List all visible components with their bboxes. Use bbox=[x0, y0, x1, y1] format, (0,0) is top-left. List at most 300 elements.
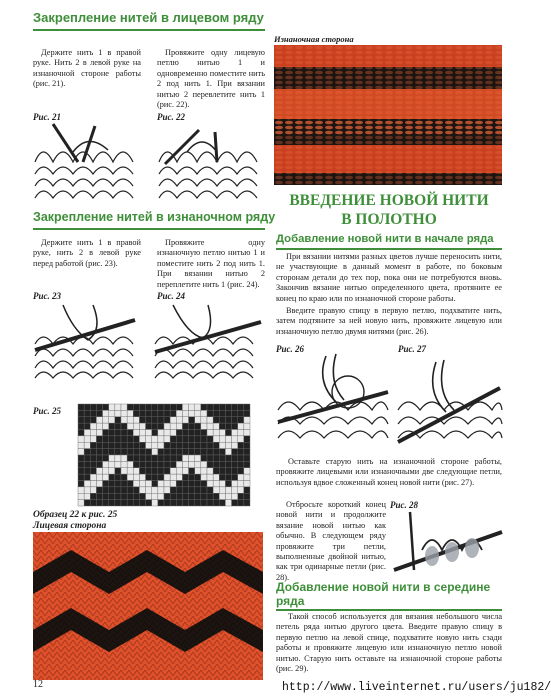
chart-cell bbox=[78, 500, 84, 506]
chart-cell bbox=[78, 481, 84, 487]
chart-cell bbox=[176, 410, 182, 416]
chart-cell bbox=[225, 455, 231, 461]
chart-cell bbox=[164, 474, 170, 480]
chart-cell bbox=[133, 474, 139, 480]
chart-cell bbox=[182, 430, 188, 436]
chart-cell bbox=[244, 487, 250, 493]
chart-cell bbox=[201, 455, 207, 461]
chart-cell bbox=[133, 493, 139, 499]
chart-cell bbox=[207, 417, 213, 423]
chart-cell bbox=[152, 481, 158, 487]
chart-cell bbox=[164, 481, 170, 487]
divider bbox=[276, 609, 502, 611]
chart-cell bbox=[201, 430, 207, 436]
chart-cell bbox=[225, 493, 231, 499]
chart-cell bbox=[170, 461, 176, 467]
chart-cell bbox=[133, 417, 139, 423]
chart-cell bbox=[182, 455, 188, 461]
chart-cell bbox=[127, 455, 133, 461]
chart-cell bbox=[115, 468, 121, 474]
chart-cell bbox=[84, 468, 90, 474]
chart-cell bbox=[115, 430, 121, 436]
chart-cell bbox=[219, 449, 225, 455]
chart-cell bbox=[146, 487, 152, 493]
chart-cell bbox=[201, 404, 207, 410]
chart-cell bbox=[219, 430, 225, 436]
chart-cell bbox=[189, 481, 195, 487]
paragraph: При вязании нитями разных цветов лучше переносить нити, не участвующие в данный момент в работе, по боковым сторонам детали до тех пор, пока они не потребуются вновь. Закончив вязание нитью определенного цвета, протяните ее конец по краю или по изнаночной стороне работы. bbox=[276, 252, 502, 303]
chart-cell bbox=[158, 417, 164, 423]
chart-cell bbox=[152, 474, 158, 480]
chart-cell bbox=[195, 474, 201, 480]
chart-cell bbox=[213, 493, 219, 499]
chart-cell bbox=[232, 423, 238, 429]
chart-cell bbox=[90, 423, 96, 429]
chart-cell bbox=[238, 493, 244, 499]
chart-cell bbox=[127, 436, 133, 442]
chart-cell bbox=[158, 474, 164, 480]
chart-cell bbox=[158, 468, 164, 474]
chart-cell bbox=[121, 417, 127, 423]
chart-cell bbox=[207, 404, 213, 410]
chart-cell bbox=[176, 493, 182, 499]
chart-cell bbox=[195, 481, 201, 487]
chart-cell bbox=[96, 430, 102, 436]
chart-cell bbox=[90, 500, 96, 506]
chart-cell bbox=[164, 461, 170, 467]
chart-cell bbox=[219, 481, 225, 487]
chart-cell bbox=[109, 493, 115, 499]
chart-cell bbox=[170, 493, 176, 499]
chart-cell bbox=[232, 417, 238, 423]
paragraph: Провяжите одну лицевую петлю нитью 1 и одновременно поместите нить 2 под нить 1. При вязании нитью 2 перевлетите нить 1 (рис. 22). bbox=[157, 48, 265, 110]
chart-cell bbox=[219, 410, 225, 416]
chart-cell bbox=[232, 468, 238, 474]
chart-cell bbox=[176, 423, 182, 429]
chart-cell bbox=[152, 461, 158, 467]
chart-cell bbox=[201, 423, 207, 429]
chart-cell bbox=[139, 417, 145, 423]
chart-cell bbox=[115, 436, 121, 442]
chart-cell bbox=[232, 493, 238, 499]
chart-cell bbox=[152, 404, 158, 410]
chart-cell bbox=[158, 500, 164, 506]
chart-cell bbox=[133, 500, 139, 506]
chart-cell bbox=[103, 468, 109, 474]
chart-cell bbox=[158, 455, 164, 461]
chart-cell bbox=[133, 430, 139, 436]
chart-cell bbox=[244, 500, 250, 506]
chart-cell bbox=[139, 449, 145, 455]
knit-sample-photo-front bbox=[33, 532, 263, 680]
chart-cell bbox=[176, 468, 182, 474]
chart-cell bbox=[195, 493, 201, 499]
chart-cell bbox=[164, 442, 170, 448]
chart-cell bbox=[78, 468, 84, 474]
chart-cell bbox=[121, 500, 127, 506]
chart-cell bbox=[121, 430, 127, 436]
chart-cell bbox=[84, 500, 90, 506]
chart-cell bbox=[127, 449, 133, 455]
chart-cell bbox=[146, 436, 152, 442]
chart-cell bbox=[96, 481, 102, 487]
chart-cell bbox=[244, 417, 250, 423]
chart-cell bbox=[109, 410, 115, 416]
chart-cell bbox=[146, 481, 152, 487]
chart-cell bbox=[189, 436, 195, 442]
chart-cell bbox=[103, 500, 109, 506]
chart-cell bbox=[103, 436, 109, 442]
chart-cell bbox=[213, 404, 219, 410]
chart-cell bbox=[195, 455, 201, 461]
chart-cell bbox=[182, 449, 188, 455]
chart-cell bbox=[207, 442, 213, 448]
chart-cell bbox=[109, 455, 115, 461]
chart-cell bbox=[152, 436, 158, 442]
chart-cell bbox=[238, 487, 244, 493]
photo-caption: Изнаночная сторона bbox=[274, 34, 354, 44]
chart-cell bbox=[189, 487, 195, 493]
chart-cell bbox=[219, 404, 225, 410]
chart-cell bbox=[152, 500, 158, 506]
paragraph: Отбросьте короткий конец новой нити и продолжите вязание новой нитью как обычно. В следующем ряду провяжите три петли, выполненные двойной нитью, как три одинарные петли (рис. 28). bbox=[276, 500, 386, 582]
chart-cell bbox=[244, 423, 250, 429]
chart-cell bbox=[195, 423, 201, 429]
chart-cell bbox=[78, 461, 84, 467]
chart-cell bbox=[158, 410, 164, 416]
chart-cell bbox=[182, 461, 188, 467]
chart-cell bbox=[232, 461, 238, 467]
chart-cell bbox=[238, 461, 244, 467]
chart-cell bbox=[84, 417, 90, 423]
chart-cell bbox=[207, 468, 213, 474]
chart-cell bbox=[103, 430, 109, 436]
chart-cell bbox=[121, 474, 127, 480]
chart-cell bbox=[133, 461, 139, 467]
chart-cell bbox=[96, 449, 102, 455]
chart-cell bbox=[182, 404, 188, 410]
chart-cell bbox=[133, 404, 139, 410]
chart-cell bbox=[152, 410, 158, 416]
chart-cell bbox=[170, 474, 176, 480]
chart-cell bbox=[158, 461, 164, 467]
chart-cell bbox=[213, 430, 219, 436]
chart-cell bbox=[238, 430, 244, 436]
chart-cell bbox=[152, 468, 158, 474]
chart-cell bbox=[164, 417, 170, 423]
chart-cell bbox=[78, 487, 84, 493]
chart-cell bbox=[164, 410, 170, 416]
chart-cell bbox=[207, 493, 213, 499]
chart-cell bbox=[121, 461, 127, 467]
chart-cell bbox=[195, 468, 201, 474]
chart-cell bbox=[90, 493, 96, 499]
chart-cell bbox=[133, 442, 139, 448]
chart-cell bbox=[158, 481, 164, 487]
knitting-illustration-fig22 bbox=[157, 122, 267, 200]
source-url[interactable]: http://www.liveinternet.ru/users/ju182/ bbox=[282, 681, 551, 694]
chart-cell bbox=[139, 430, 145, 436]
chart-cell bbox=[90, 404, 96, 410]
chart-cell bbox=[152, 487, 158, 493]
chart-cell bbox=[127, 487, 133, 493]
figure-label: Рис. 26 bbox=[276, 344, 304, 354]
chart-cell bbox=[207, 430, 213, 436]
chart-cell bbox=[146, 500, 152, 506]
chart-cell bbox=[238, 436, 244, 442]
chart-cell bbox=[189, 442, 195, 448]
chart-cell bbox=[207, 423, 213, 429]
chart-cell bbox=[146, 461, 152, 467]
chart-cell bbox=[109, 487, 115, 493]
chart-cell bbox=[84, 423, 90, 429]
chart-cell bbox=[146, 417, 152, 423]
chart-cell bbox=[164, 468, 170, 474]
chart-cell bbox=[109, 417, 115, 423]
chart-cell bbox=[121, 404, 127, 410]
chart-cell bbox=[103, 487, 109, 493]
chart-cell bbox=[225, 487, 231, 493]
chart-cell bbox=[170, 442, 176, 448]
chart-cell bbox=[189, 430, 195, 436]
chart-cell bbox=[127, 474, 133, 480]
figure-label: Рис. 28 bbox=[390, 500, 418, 510]
chart-cell bbox=[109, 468, 115, 474]
chart-cell bbox=[139, 461, 145, 467]
chart-cell bbox=[146, 455, 152, 461]
chart-cell bbox=[195, 404, 201, 410]
paragraph: Введите правую спицу в первую петлю, подхватите нить, затем подтяните за ней новую нить, провяжите лицевую или изнаночную петлю двумя нитями (рис. 26). bbox=[276, 306, 502, 336]
sample-caption: Лицевая сторона bbox=[33, 521, 107, 531]
chart-cell bbox=[103, 423, 109, 429]
chart-cell bbox=[96, 474, 102, 480]
chart-cell bbox=[213, 436, 219, 442]
chart-cell bbox=[84, 481, 90, 487]
chart-cell bbox=[103, 449, 109, 455]
chart-cell bbox=[182, 500, 188, 506]
chart-cell bbox=[96, 455, 102, 461]
chart-cell bbox=[213, 410, 219, 416]
knitting-illustration-fig26 bbox=[276, 352, 391, 446]
paragraph: Провяжите одну изнаночную петлю нитью 1 и поместите нить 2 под нить 1. При вязании нитью 2 переплетите нить 1 (рис. 24). bbox=[157, 238, 265, 289]
chart-cell bbox=[96, 500, 102, 506]
chart-cell bbox=[133, 481, 139, 487]
chart-cell bbox=[78, 404, 84, 410]
chart-cell bbox=[78, 430, 84, 436]
chart-cell bbox=[109, 442, 115, 448]
chart-cell bbox=[158, 449, 164, 455]
chart-cell bbox=[170, 430, 176, 436]
chart-cell bbox=[121, 468, 127, 474]
chart-cell bbox=[78, 474, 84, 480]
chart-cell bbox=[244, 474, 250, 480]
chart-cell bbox=[182, 468, 188, 474]
chart-cell bbox=[201, 493, 207, 499]
chart-cell bbox=[158, 423, 164, 429]
chart-cell bbox=[158, 404, 164, 410]
figure-label: Рис. 25 bbox=[33, 406, 61, 416]
chart-cell bbox=[238, 404, 244, 410]
chart-cell bbox=[158, 442, 164, 448]
chart-cell bbox=[207, 455, 213, 461]
chart-cell bbox=[244, 481, 250, 487]
chart-cell bbox=[182, 474, 188, 480]
chart-cell bbox=[127, 500, 133, 506]
chart-cell bbox=[201, 449, 207, 455]
chapter-title: ВВЕДЕНИЕ НОВОЙ НИТИ bbox=[289, 192, 489, 209]
chart-cell bbox=[170, 417, 176, 423]
chart-cell bbox=[207, 449, 213, 455]
chart-cell bbox=[225, 449, 231, 455]
chart-cell bbox=[244, 430, 250, 436]
chart-cell bbox=[201, 436, 207, 442]
chart-cell bbox=[225, 417, 231, 423]
chart-cell bbox=[139, 442, 145, 448]
chart-cell bbox=[244, 493, 250, 499]
chart-cell bbox=[182, 436, 188, 442]
knitting-illustration-fig28 bbox=[392, 510, 504, 580]
figure-label: Рис. 27 bbox=[398, 344, 426, 354]
chart-cell bbox=[127, 461, 133, 467]
chart-cell bbox=[152, 430, 158, 436]
chart-cell bbox=[121, 442, 127, 448]
chart-cell bbox=[84, 461, 90, 467]
chart-cell bbox=[96, 442, 102, 448]
chart-cell bbox=[121, 487, 127, 493]
chart-cell bbox=[182, 493, 188, 499]
chart-cell bbox=[213, 468, 219, 474]
chart-cell bbox=[207, 487, 213, 493]
chart-cell bbox=[225, 430, 231, 436]
chart-cell bbox=[170, 410, 176, 416]
chart-cell bbox=[189, 423, 195, 429]
chart-cell bbox=[127, 430, 133, 436]
chart-cell bbox=[78, 493, 84, 499]
subsection-title-row-start: Добавление новой нити в начале ряда bbox=[276, 233, 494, 245]
chart-cell bbox=[238, 410, 244, 416]
chart-cell bbox=[133, 449, 139, 455]
chart-cell bbox=[84, 474, 90, 480]
chart-cell bbox=[109, 461, 115, 467]
sample-caption: Образец 22 к рис. 25 bbox=[33, 510, 118, 520]
chart-cell bbox=[84, 430, 90, 436]
chart-cell bbox=[115, 417, 121, 423]
chart-cell bbox=[213, 449, 219, 455]
chart-cell bbox=[115, 410, 121, 416]
chart-cell bbox=[164, 487, 170, 493]
chart-cell bbox=[146, 474, 152, 480]
chart-cell bbox=[139, 455, 145, 461]
chart-cell bbox=[133, 455, 139, 461]
chart-cell bbox=[90, 481, 96, 487]
chart-cell bbox=[152, 417, 158, 423]
chart-cell bbox=[152, 493, 158, 499]
chart-cell bbox=[201, 417, 207, 423]
chart-cell bbox=[176, 487, 182, 493]
chart-cell bbox=[225, 410, 231, 416]
chart-cell bbox=[225, 500, 231, 506]
chart-cell bbox=[90, 449, 96, 455]
chart-cell bbox=[195, 442, 201, 448]
chart-cell bbox=[96, 468, 102, 474]
chart-cell bbox=[103, 493, 109, 499]
chart-cell bbox=[121, 423, 127, 429]
chart-cell bbox=[201, 442, 207, 448]
subsection-title-row-middle: Добавление новой нити в середине bbox=[276, 580, 491, 594]
chart-cell bbox=[133, 410, 139, 416]
chart-cell bbox=[109, 423, 115, 429]
chart-cell bbox=[219, 423, 225, 429]
chart-cell bbox=[232, 430, 238, 436]
chart-cell bbox=[90, 461, 96, 467]
chart-cell bbox=[121, 481, 127, 487]
chart-cell bbox=[96, 461, 102, 467]
chart-cell bbox=[170, 468, 176, 474]
chart-cell bbox=[146, 468, 152, 474]
chart-cell bbox=[146, 449, 152, 455]
chart-cell bbox=[78, 436, 84, 442]
chart-cell bbox=[164, 404, 170, 410]
chart-cell bbox=[232, 404, 238, 410]
chart-cell bbox=[176, 417, 182, 423]
chart-cell bbox=[176, 404, 182, 410]
chart-cell bbox=[139, 436, 145, 442]
chapter-title: В ПОЛОТНО bbox=[341, 211, 437, 228]
chart-cell bbox=[213, 423, 219, 429]
chart-cell bbox=[115, 442, 121, 448]
knit-sample-photo-back bbox=[274, 45, 502, 185]
chart-cell bbox=[121, 455, 127, 461]
chart-cell bbox=[103, 474, 109, 480]
chart-cell bbox=[139, 474, 145, 480]
chart-cell bbox=[139, 493, 145, 499]
chart-cell bbox=[127, 410, 133, 416]
chart-cell bbox=[109, 474, 115, 480]
chart-cell bbox=[121, 493, 127, 499]
chart-cell bbox=[219, 493, 225, 499]
chart-cell bbox=[164, 449, 170, 455]
chart-cell bbox=[84, 487, 90, 493]
chart-cell bbox=[195, 417, 201, 423]
chart-cell bbox=[109, 481, 115, 487]
chart-cell bbox=[213, 417, 219, 423]
chart-cell bbox=[207, 436, 213, 442]
divider bbox=[276, 248, 502, 250]
chart-cell bbox=[189, 468, 195, 474]
chart-cell bbox=[133, 487, 139, 493]
chart-cell bbox=[78, 410, 84, 416]
chart-cell bbox=[176, 461, 182, 467]
chart-cell bbox=[90, 468, 96, 474]
chart-cell bbox=[127, 423, 133, 429]
chart-cell bbox=[170, 449, 176, 455]
chart-cell bbox=[96, 417, 102, 423]
paragraph: Держите нить 1 в правой руке. Нить 2 в левой руке на изнаночной стороне работы (рис. 21). bbox=[33, 48, 141, 89]
chart-cell bbox=[189, 461, 195, 467]
figure-label: Рис. 21 bbox=[33, 112, 61, 122]
chart-cell bbox=[201, 481, 207, 487]
chart-cell bbox=[103, 455, 109, 461]
chart-cell bbox=[176, 430, 182, 436]
chart-cell bbox=[238, 423, 244, 429]
chart-cell bbox=[182, 423, 188, 429]
chart-cell bbox=[176, 474, 182, 480]
chart-cell bbox=[90, 442, 96, 448]
chart-cell bbox=[78, 417, 84, 423]
chart-cell bbox=[96, 487, 102, 493]
chart-cell bbox=[103, 410, 109, 416]
chart-cell bbox=[115, 455, 121, 461]
